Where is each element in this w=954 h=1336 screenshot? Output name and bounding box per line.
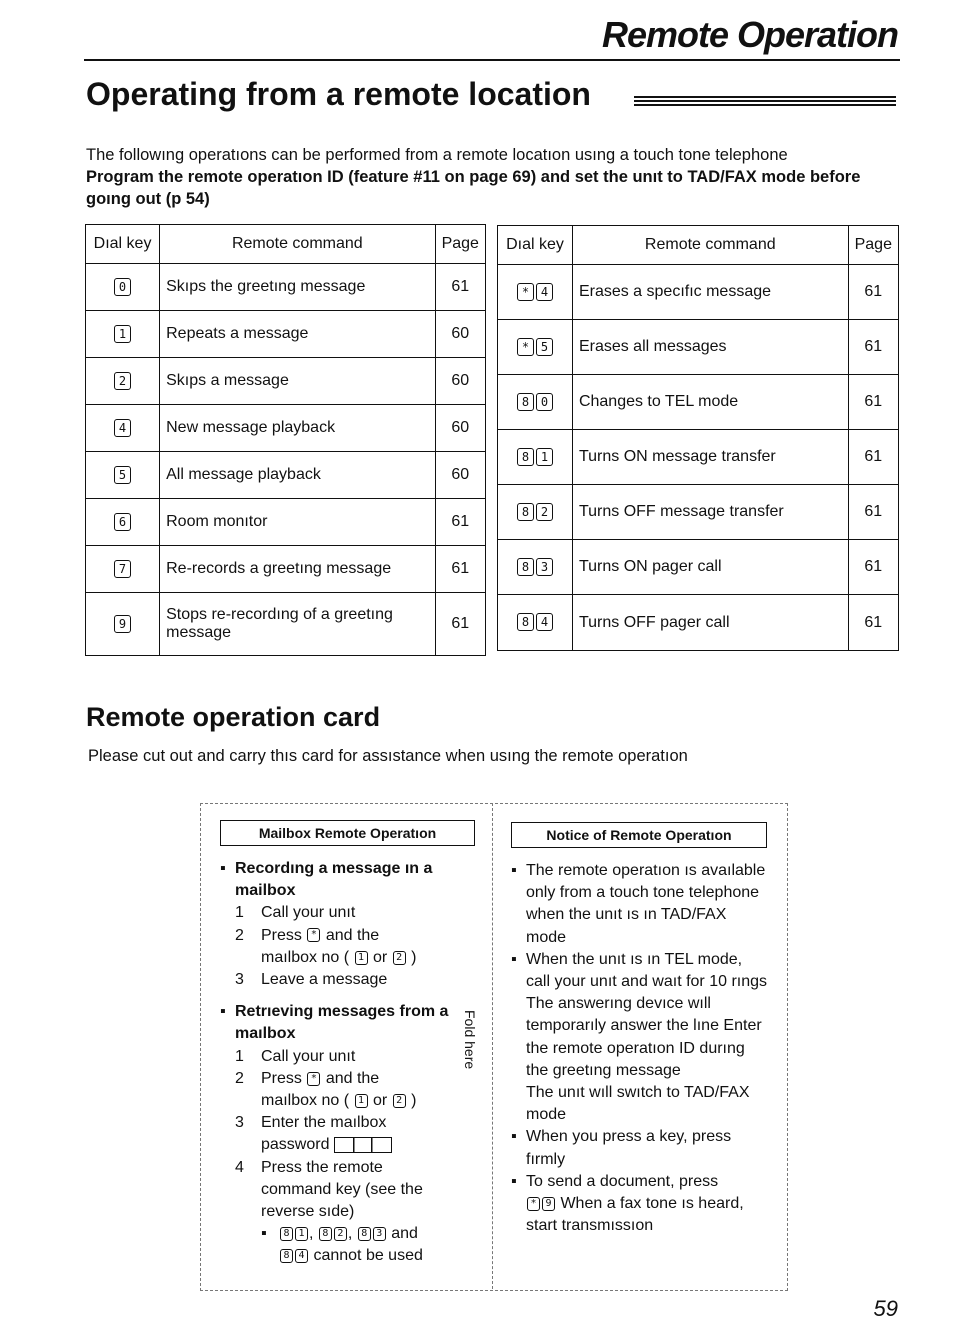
- intro-bold: Program the remote operatıon ID (feature #11 on page 69) and set the unıt to TAD/FAX mode before goıng out (p 54): [86, 168, 861, 208]
- card-section-intro: Please cut out and carry thıs card for assıstance when usıng the remote operatıon: [88, 747, 688, 765]
- command-cell: Stops re-recordıng of a greetıng message: [160, 593, 435, 656]
- page-cell: 61: [848, 485, 898, 540]
- dial-key-cell: [498, 540, 573, 595]
- command-cell: Erases a specıfıc message: [572, 265, 848, 320]
- password-boxes-icon: [334, 1137, 392, 1153]
- table-row: [498, 375, 899, 430]
- page-cell: 61: [848, 430, 898, 485]
- command-cell: Turns ON message transfer: [572, 430, 848, 485]
- ret-step-1: 1 Call your unıt: [235, 1047, 356, 1065]
- notice-bullet-3: ▪ When you press a key, press fırmly: [511, 1128, 732, 1168]
- page-cell: 60: [435, 311, 485, 358]
- command-cell: Erases all messages: [572, 320, 848, 375]
- page-cell: 61: [435, 593, 485, 656]
- key-4-key-icon: 4: [536, 283, 553, 301]
- dial-key-cell: [86, 499, 160, 546]
- mailbox-header: Mailbox Remote Operatıon: [220, 820, 475, 846]
- intro-text: [86, 144, 906, 210]
- table-row: [86, 311, 486, 358]
- dial-key-cell: [498, 430, 573, 485]
- page-cell: 61: [848, 375, 898, 430]
- card-right-column: [511, 822, 767, 1237]
- card-section-title: Remote operation card: [86, 702, 381, 732]
- key-1-key-icon: 1: [536, 448, 553, 466]
- key-0-key-icon: 0: [536, 393, 553, 411]
- notice-header: Notice of Remote Operatıon: [511, 822, 767, 848]
- left-command-table: [85, 224, 486, 656]
- key-0-key-icon: 0: [114, 278, 131, 296]
- page-title: Operating from a remote location: [86, 76, 591, 112]
- command-cell: Turns ON pager call: [572, 540, 848, 595]
- command-cell: Re-records a greetıng message: [160, 546, 435, 593]
- col-page: Page: [435, 225, 485, 264]
- table-row: [498, 430, 899, 485]
- page-cell: 61: [435, 499, 485, 546]
- star-key-icon: *: [517, 283, 534, 301]
- retrieving-heading: ▪ Retrıeving messages from a maılbox: [220, 1003, 449, 1043]
- command-cell: New message playback: [160, 405, 435, 452]
- key-9-icon: 9: [542, 1197, 555, 1211]
- page-cell: 61: [848, 265, 898, 320]
- dial-key-cell: [86, 546, 160, 593]
- key-2-icon: 2: [393, 951, 406, 965]
- command-cell: Turns OFF pager call: [572, 595, 848, 651]
- page-cell: 60: [435, 405, 485, 452]
- dial-key-cell: [86, 358, 160, 405]
- key-8-key-icon: 8: [517, 448, 534, 466]
- key-4-key-icon: 4: [536, 613, 553, 631]
- dial-key-cell: [86, 593, 160, 656]
- key-8-key-icon: 8: [517, 393, 534, 411]
- key-9-key-icon: 9: [114, 615, 131, 633]
- star-key-icon: *: [307, 1072, 320, 1086]
- key-8-key-icon: 8: [517, 503, 534, 521]
- intro-plain: The followıng operatıons can be performed from a remote locatıon usıng a touch tone telephone: [86, 146, 788, 164]
- table-row: [86, 499, 486, 546]
- key-1-key-icon: 1: [114, 325, 131, 343]
- section-header: Remote Operation: [601, 14, 898, 55]
- command-cell: Turns OFF message transfer: [572, 485, 848, 540]
- command-cell: Skıps the greetıng message: [160, 264, 435, 311]
- table-row: [498, 485, 899, 540]
- page-cell: 61: [848, 595, 898, 651]
- col-remote-command: Remote command: [160, 225, 435, 264]
- page-cell: 61: [435, 264, 485, 311]
- key-6-key-icon: 6: [114, 513, 131, 531]
- key-2-key-icon: 2: [114, 372, 131, 390]
- dial-key-cell: [86, 311, 160, 358]
- key-1-icon: 1: [355, 951, 368, 965]
- command-cell: All message playback: [160, 452, 435, 499]
- table-row: [86, 593, 486, 656]
- key-5-key-icon: 5: [536, 338, 553, 356]
- fold-label: Fold here: [462, 1010, 478, 1070]
- key-4-key-icon: 4: [114, 419, 131, 437]
- notice-bullet-2: ▪ When the unıt ıs ın TEL mode, call your unıt and waıt for 10 rıngs The answerıng devıce wıll temporarıly answer the lıne Enter the remote operatıon ID durıng the greetıng message The unıt wıll swıtch to TAD/FAX mode: [511, 950, 768, 1124]
- rec-step-2: 2 Press * and the maılbox no ( 1 or 2 ): [235, 926, 417, 966]
- dial-key-cell: [498, 375, 573, 430]
- key-1-icon: 1: [355, 1094, 368, 1108]
- dial-key-cell: [86, 264, 160, 311]
- page-cell: 60: [435, 358, 485, 405]
- table-row: [498, 595, 899, 651]
- col-page: Page: [848, 226, 898, 265]
- col-dial-key: Dıal key: [86, 225, 160, 264]
- ret-step-4: 4 Press the remote command key (see the reverse sıde) ▪ 8 1 , 8 2 , 8 3 and 8 4 cannot be used: [235, 1158, 423, 1265]
- table-row: [86, 264, 486, 311]
- header-rule: [84, 59, 900, 61]
- star-key-icon: *: [517, 338, 534, 356]
- command-cell: Repeats a message: [160, 311, 435, 358]
- command-cell: Changes to TEL mode: [572, 375, 848, 430]
- dial-key-cell: [86, 405, 160, 452]
- table-row: [86, 452, 486, 499]
- dial-key-cell: [498, 485, 573, 540]
- dial-key-cell: [498, 265, 573, 320]
- card-left-column: [220, 820, 475, 1268]
- table-row: [86, 405, 486, 452]
- page-cell: 61: [848, 540, 898, 595]
- rec-step-3: 3 Leave a message: [235, 971, 388, 989]
- notice-bullet-1: ▪ The remote operatıon ıs avaılable only from a touch tone telephone when the unıt ıs ın TAD/FAX mode: [511, 862, 766, 946]
- star-key-icon: *: [527, 1197, 540, 1211]
- page-number: 59: [873, 1296, 898, 1321]
- key-7-key-icon: 7: [114, 560, 131, 578]
- dial-key-cell: [86, 452, 160, 499]
- title-rules: [634, 96, 896, 108]
- table-row: [498, 320, 899, 375]
- recording-heading: ▪ Recordıng a message ın a mailbox: [220, 860, 433, 900]
- key-3-key-icon: 3: [536, 558, 553, 576]
- table-row: [498, 265, 899, 320]
- table-row: [86, 546, 486, 593]
- key-2-key-icon: 2: [536, 503, 553, 521]
- ret-step-3: 3 Enter the maılbox password: [220, 1112, 475, 1156]
- col-remote-command: Remote command: [572, 226, 848, 265]
- ret-step-2: 2 Press * and the maılbox no ( 1 or 2 ): [235, 1069, 417, 1110]
- notice-bullet-4: ▪ To send a document, press * 9 When a fax tone ıs heard, start transmıssıon: [511, 1172, 744, 1235]
- key-8-key-icon: 8: [517, 558, 534, 576]
- command-cell: Room monıtor: [160, 499, 435, 546]
- dial-key-cell: [498, 595, 573, 651]
- key-8-key-icon: 8: [517, 613, 534, 631]
- fold-line: [492, 803, 493, 1289]
- right-command-table: [497, 225, 899, 651]
- key-5-key-icon: 5: [114, 466, 131, 484]
- key-2-icon: 2: [393, 1094, 406, 1108]
- dial-key-cell: [498, 320, 573, 375]
- rec-step-1: 1 Call your unıt: [235, 904, 356, 922]
- page-cell: 61: [435, 546, 485, 593]
- col-dial-key: Dıal key: [498, 226, 573, 265]
- page-cell: 60: [435, 452, 485, 499]
- command-cell: Skıps a message: [160, 358, 435, 405]
- table-row: [86, 358, 486, 405]
- table-row: [498, 540, 899, 595]
- page-cell: 61: [848, 320, 898, 375]
- star-key-icon: *: [307, 928, 320, 942]
